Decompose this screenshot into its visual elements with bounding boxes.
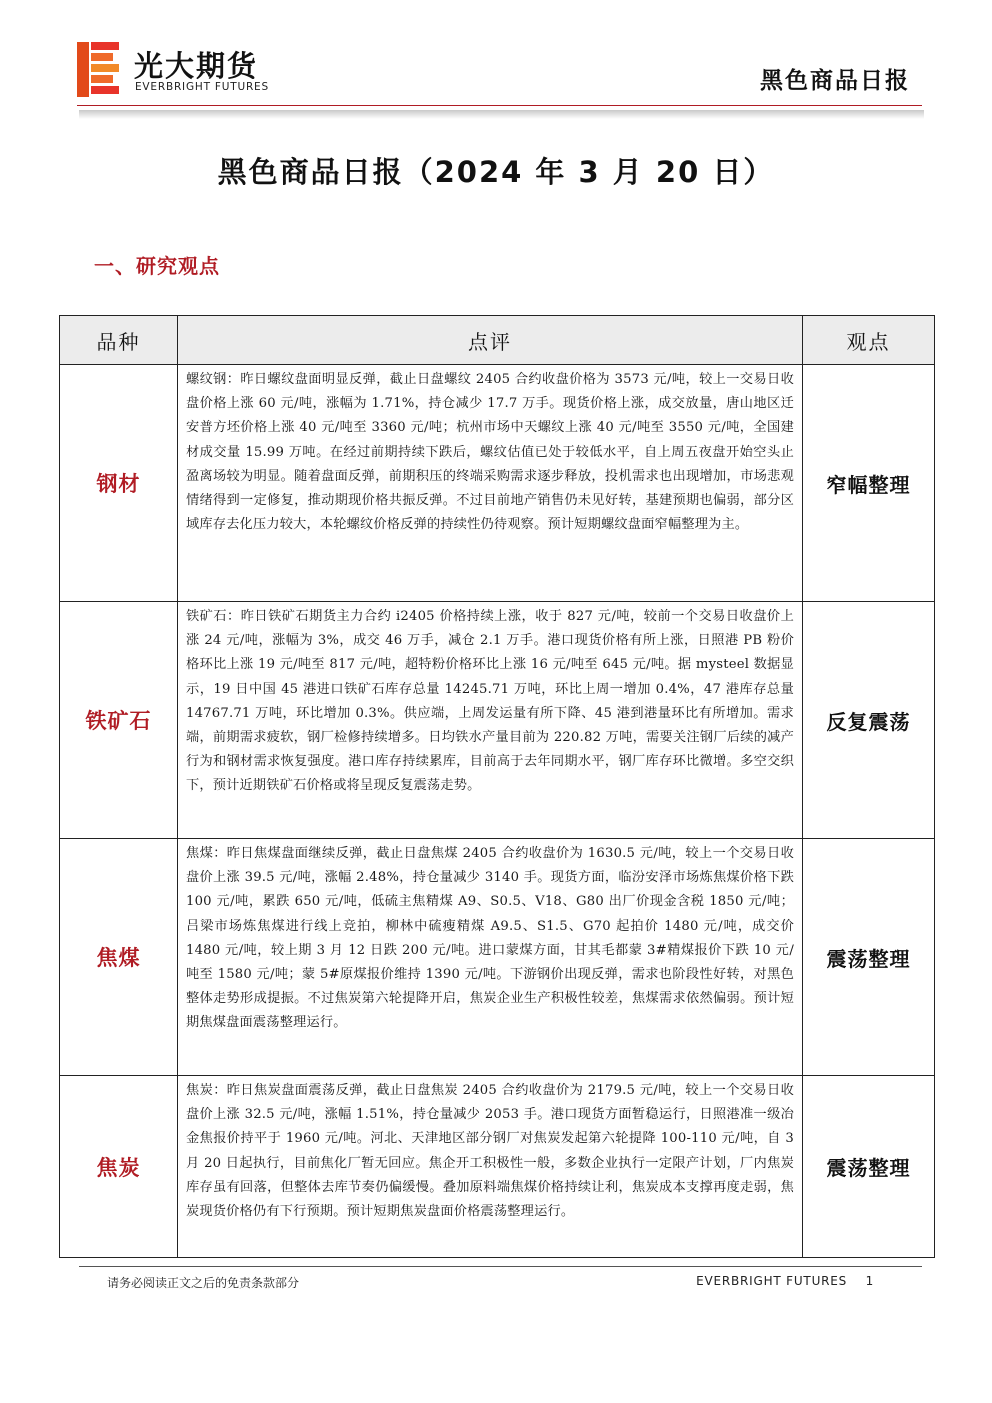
comment-cell: 焦煤：昨日焦煤盘面继续反弹，截止日盘焦煤 2405 合约收盘价为 1630.5 元/吨，较上一个交易日收盘价上涨 39.5 元/吨，涨幅 2.48%，持仓量减少 3140 手。现货方面，临汾安泽市场炼焦煤价格下跌 100 元/吨，累跌 650 元/吨，低硫主焦精煤 A9、S0.5、V18、G80 出厂价现金含税 1850 元/吨；吕梁市场炼焦煤进行线上竞拍，柳林中硫瘦精煤 A9.5、S1.5、G70 起拍价 1480 元/吨，成交价 1480 元/吨，较上期 3 月 12 日跌 200 元/吨。进口蒙煤方面，甘其毛都蒙 3#精煤报价下跌 10 元/吨至 1580 元/吨；蒙 5#原煤报价维持 1390 元/吨。下游钢价出现反弹，需求也阶段性好转，对黑色整体走势形成提振。不过焦炭第六轮提降开启，焦炭企业生产积极性较差，焦煤需求依然偏弱。预计短期焦煤盘面震荡整理运行。 [178,839,803,1076]
view-cell: 震荡整理 [803,1076,935,1258]
header-divider [77,105,922,106]
page-header [0,0,992,125]
footer-brand: EVERBRIGHT FUTURES [696,1274,848,1288]
header-divider-shadow [79,110,924,119]
everbright-logo-icon [77,42,119,97]
variety-cell: 焦炭 [60,1076,178,1258]
footer-divider [79,1266,922,1267]
comment-cell: 铁矿石：昨日铁矿石期货主力合约 i2405 价格持续上涨，收于 827 元/吨，较前一个交易日收盘价上涨 24 元/吨，涨幅为 3%，成交 46 万手，减仓 2.1 万手。港口现货价格有所上涨，日照港 PB 粉价格环比上涨 19 元/吨至 817 元/吨，超特粉价格环比上涨 16 元/吨至 645 元/吨。据 mysteel 数据显示，19 日中国 45 港进口铁矿石库存总量 14245.71 万吨，环比上周一增加 0.4%，47 港库存总量 14767.71 万吨，环比增加 0.3%。供应端，上周发运量有所下降、45 港到港量环比有所增加。需求端，前期需求疲软，钢厂检修持续增多。日均铁水产量目前为 220.82 万吨，需要关注钢厂后续的减产行为和钢材需求恢复强度。港口库存持续累库，目前高于去年同期水平，钢厂库存环比微增。多空交织下，预计近期铁矿石价格或将呈现反复震荡走势。 [178,602,803,839]
column-header-comment: 点评 [178,316,803,365]
research-view-table [59,315,935,1258]
footer-disclaimer: 请务必阅读正文之后的免责条款部分 [107,1276,300,1290]
view-cell: 震荡整理 [803,839,935,1076]
variety-cell: 焦煤 [60,839,178,1076]
logo-company-name: 光大期货 [134,49,259,83]
view-cell: 反复震荡 [803,602,935,839]
column-header-view: 观点 [803,316,935,365]
variety-cell: 铁矿石 [60,602,178,839]
header-report-name: 黑色商品日报 [760,68,910,94]
page-number: 1 [865,1274,874,1288]
table-header-row [60,316,935,365]
variety-cell: 钢材 [60,365,178,602]
logo-company-name-en: EVERBRIGHT FUTURES [135,81,269,93]
table-row [60,602,935,839]
comment-cell: 焦炭：昨日焦炭盘面震荡反弹，截止日盘焦炭 2405 合约收盘价为 2179.5 元/吨，较上一个交易日收盘价上涨 32.5 元/吨，涨幅 1.51%，持仓量减少 2053 手。港口现货方面暂稳运行，日照港准一级冶金焦报价持平于 1960 元/吨。河北、天津地区部分钢厂对焦炭发起第六轮提降 100-110 元/吨，自 3 月 20 日起执行，目前焦化厂暂无回应。焦企开工积极性一般，多数企业执行一定限产计划，厂内焦炭库存虽有回落，但整体去库节奏仍偏缓慢。叠加原料端焦煤价格持续让利，焦炭成本支撑再度走弱，焦炭现货价格仍有下行预期。预计短期焦炭盘面价格震荡整理运行。 [178,1076,803,1258]
section-heading: 一、研究观点 [94,254,220,278]
comment-cell: 螺纹钢：昨日螺纹盘面明显反弹，截止日盘螺纹 2405 合约收盘价格为 3573 元/吨，较上一交易日收盘价格上涨 60 元/吨，涨幅为 1.71%，持仓减少 17.7 万手。现货价格上涨，成交放量，唐山地区迁安普方坯价格上涨 40 元/吨至 3360 元/吨；杭州市场中天螺纹上涨 40 元/吨至 3550 元/吨，全国建材成交量 15.99 万吨。在经过前期持续下跌后，螺纹估值已处于较低水平，自上周五夜盘开始空头止盈离场较为明显。随着盘面反弹，前期积压的终端采购需求逐步释放，投机需求也出现增加，市场悲观情绪得到一定修复，推动期现价格共振反弹。不过目前地产销售仍未见好转，基建预期也偏弱，部分区域库存去化压力较大，本轮螺纹价格反弹的持续性仍待观察。预计短期螺纹盘面窄幅整理为主。 [178,365,803,602]
table-row [60,839,935,1076]
report-title: 黑色商品日报（2024 年 3 月 20 日） [217,155,775,189]
footer-brand-page [696,1274,874,1288]
view-cell: 窄幅整理 [803,365,935,602]
table-row [60,1076,935,1258]
table-row [60,365,935,602]
column-header-variety: 品种 [60,316,178,365]
